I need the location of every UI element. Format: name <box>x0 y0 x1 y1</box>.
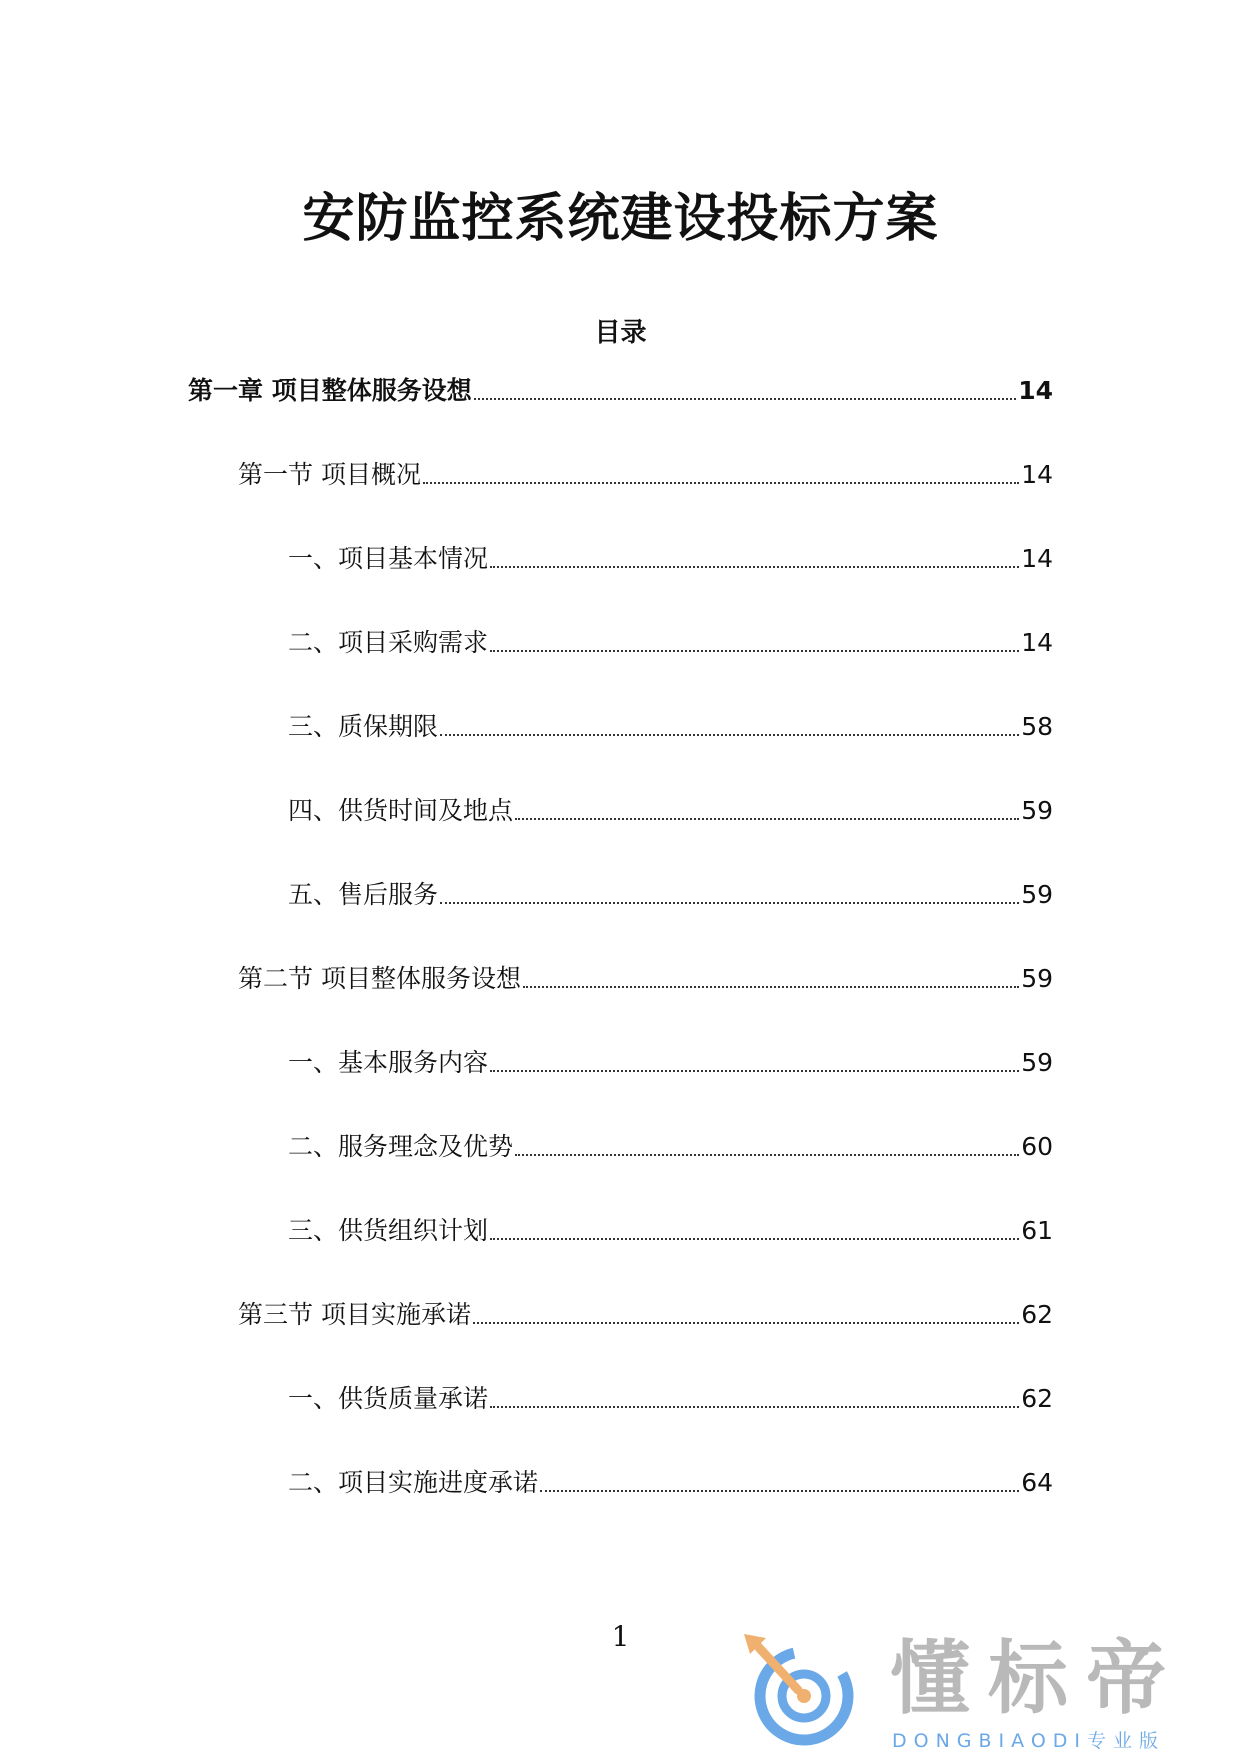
toc-entry-text: 二、项目采购需求 <box>288 628 489 657</box>
toc-entry[interactable] <box>288 710 1053 744</box>
toc-entry-page: 14 <box>1021 544 1053 573</box>
toc-leader-dots <box>540 1489 1019 1492</box>
toc-leader-dots <box>490 1237 1019 1240</box>
toc-entry[interactable] <box>288 878 1053 912</box>
toc-entry-page: 59 <box>1021 1048 1053 1077</box>
toc-entry[interactable] <box>288 1046 1053 1080</box>
toc-entry-text: 一、基本服务内容 <box>288 1048 489 1077</box>
toc-entry-text: 四、供货时间及地点 <box>288 796 514 825</box>
toc-entry[interactable] <box>288 1382 1053 1416</box>
toc-entry-page: 58 <box>1021 712 1053 741</box>
toc-entry-text: 第三节 项目实施承诺 <box>238 1300 471 1329</box>
toc-entry-page: 62 <box>1021 1300 1053 1329</box>
toc-entry-text: 二、服务理念及优势 <box>288 1132 514 1161</box>
toc-entry[interactable] <box>288 794 1053 828</box>
toc-entry-page: 59 <box>1021 964 1053 993</box>
toc-entry[interactable] <box>288 542 1053 576</box>
toc-entry-page: 62 <box>1021 1384 1053 1413</box>
toc-entry[interactable] <box>288 1130 1053 1164</box>
toc-leader-dots <box>473 1321 1019 1324</box>
toc-entry-text: 第二节 项目整体服务设想 <box>238 964 521 993</box>
toc-entry[interactable] <box>238 458 1053 492</box>
toc-entry[interactable] <box>288 626 1053 660</box>
toc-entry-text: 第一节 项目概况 <box>238 460 421 489</box>
toc-entry-page: 59 <box>1021 796 1053 825</box>
toc-leader-dots <box>474 397 1016 400</box>
toc-leader-dots <box>515 817 1019 820</box>
toc-entry-text: 第一章 项目整体服务设想 <box>188 376 472 405</box>
toc-entry-text: 一、项目基本情况 <box>288 544 489 573</box>
toc-entry-page: 60 <box>1021 1132 1053 1161</box>
toc-entry-page: 14 <box>1021 460 1053 489</box>
toc-leader-dots <box>490 1069 1019 1072</box>
toc-entry[interactable] <box>238 962 1053 996</box>
toc-leader-dots <box>490 565 1019 568</box>
toc-entry-page: 14 <box>1021 628 1053 657</box>
toc-leader-dots <box>440 733 1019 736</box>
toc-entry-page: 14 <box>1018 376 1053 405</box>
toc-entry[interactable] <box>288 1466 1053 1500</box>
toc-entry-text: 一、供货质量承诺 <box>288 1384 489 1413</box>
toc-entry-page: 64 <box>1021 1468 1053 1497</box>
watermark <box>740 1630 1220 1750</box>
document-title: 安防监控系统建设投标方案 <box>302 189 939 249</box>
toc-entry-text: 二、项目实施进度承诺 <box>288 1468 539 1497</box>
toc-leader-dots <box>490 1405 1019 1408</box>
toc-entry-text: 五、售后服务 <box>288 880 439 909</box>
toc-leader-dots <box>515 1153 1019 1156</box>
toc-leader-dots <box>490 649 1019 652</box>
toc-entry-text: 三、供货组织计划 <box>288 1216 489 1245</box>
toc-entry-text: 三、质保期限 <box>288 712 439 741</box>
toc-entry[interactable] <box>238 1298 1053 1332</box>
toc-entry[interactable] <box>188 374 1053 408</box>
target-arrow-icon <box>740 1630 860 1748</box>
toc-entry[interactable] <box>288 1214 1053 1248</box>
page-number: 1 <box>611 1620 630 1653</box>
toc-heading: 目录 <box>594 318 647 348</box>
toc-leader-dots <box>523 985 1019 988</box>
toc-leader-dots <box>423 481 1019 484</box>
toc-entry-page: 59 <box>1021 880 1053 909</box>
toc-leader-dots <box>440 901 1019 904</box>
watermark-subtitle: DONGBIAODI专业版 <box>892 1730 1166 1752</box>
watermark-brand: 懂标帝 <box>890 1632 1184 1725</box>
toc-entry-page: 61 <box>1021 1216 1053 1245</box>
